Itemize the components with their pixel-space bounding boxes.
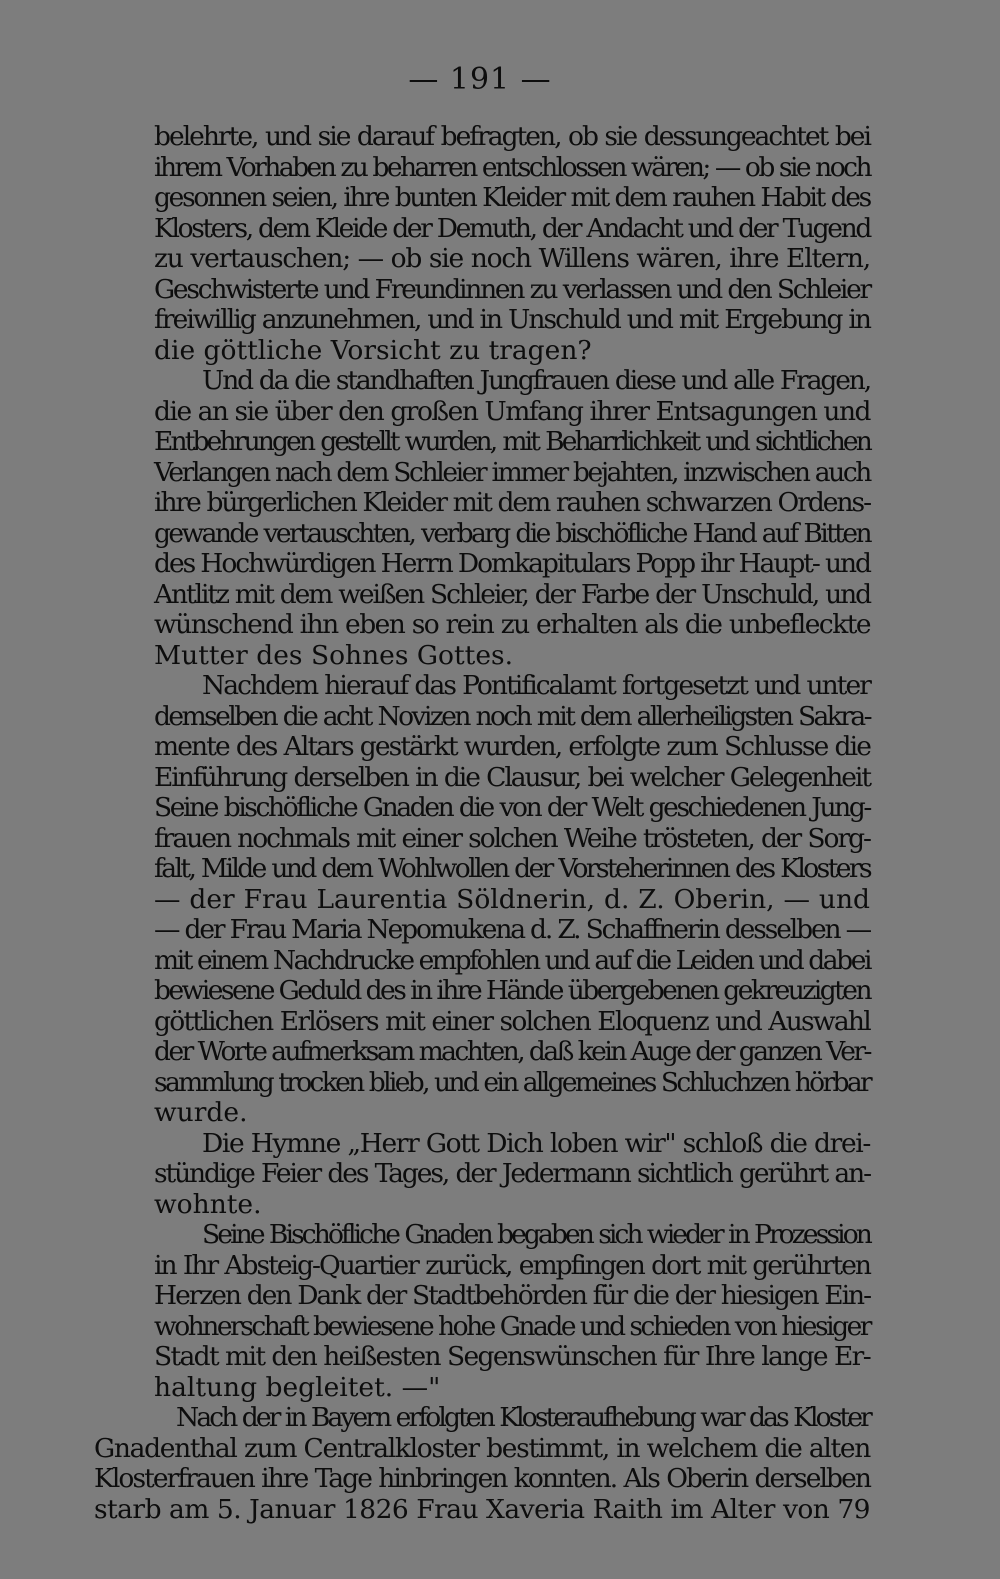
text-line: die göttliche Vorsicht zu tragen? [154, 334, 592, 366]
text-line: Mutter des Sohnes Gottes. [154, 639, 514, 671]
text-line: wohnte. [154, 1188, 262, 1220]
text-line: frauen nochmals mit einer solchen Weihe trösteten, der Sorg- [154, 822, 870, 854]
text-line: Nachdem hierauf das Pontificalamt fortgesetzt und unter [202, 670, 870, 701]
text-line: sammlung trocken blieb, und ein allgemeines Schluchzen hörbar [154, 1066, 870, 1098]
text-line: mente des Altars gestärkt wurden, erfolgte zum Schlusse die [154, 731, 870, 762]
text-line: Und da die standhaften Jungfrauen diese und alle Fragen, [202, 365, 870, 396]
paragraph [94, 122, 870, 366]
text-line: Herzen den Dank der Stadtbehörden für die der hiesigen Ein- [154, 1280, 870, 1311]
text-line: Die Hymne „Herr Gott Dich loben wir" schloß die drei- [202, 1127, 870, 1159]
text-line: Entbehrungen gestellt wurden, mit Beharrlichkeit und sichtlichen [154, 426, 870, 457]
text-line: wünschend ihn eben so rein zu erhalten als die unbefleckte [154, 609, 870, 640]
page-body-text [94, 122, 870, 1525]
text-line: — der Frau Laurentia Söldnerin, d. Z. Oberin, — und [154, 883, 870, 915]
paragraph [94, 1220, 870, 1403]
text-line: bewiesene Geduld des in ihre Hände übergebenen gekreuzigten [154, 975, 870, 1006]
text-line: Verlangen nach dem Schleier immer bejahten, inzwischen auch [154, 456, 870, 488]
text-line: Antlitz mit dem weißen Schleier, der Farbe der Unschuld, und [154, 578, 870, 610]
text-line: des Hochwürdigen Herrn Domkapitulars Popp ihr Haupt- und [154, 548, 870, 579]
text-line: — der Frau Maria Nepomukena d. Z. Schaffnerin desselben — [154, 914, 870, 945]
paragraph [94, 671, 870, 1129]
paragraph [94, 1129, 870, 1221]
text-line: wurde. [154, 1097, 248, 1128]
text-line: die an sie über den großen Umfang ihrer Entsagungen und [154, 395, 870, 427]
text-line: stündige Feier des Tages, der Jedermann sichtlich gerührt an- [154, 1158, 870, 1189]
text-line: Nach der in Bayern erfolgten Klosteraufhebung war das Kloster [176, 1402, 870, 1433]
text-line: belehrte, und sie darauf befragten, ob sie dessungeachtet bei [154, 121, 870, 152]
text-line: wohnerschaft bewiesene hohe Gnade und schieden von hiesiger [154, 1310, 870, 1342]
text-line: Seine Bischöfliche Gnaden begaben sich wieder in Prozession [202, 1219, 870, 1250]
text-line: haltung begleitet. —" [154, 1371, 441, 1403]
text-line: Stadt mit den heißesten Segenswünschen für Ihre lange Er- [154, 1341, 870, 1372]
paragraph [94, 366, 870, 671]
text-line: Einführung derselben in die Clausur, bei welcher Gelegenheit [154, 761, 870, 793]
text-line: Seine bischöfliche Gnaden die von der Welt geschiedenen Jung- [154, 792, 870, 823]
text-line: ihrem Vorhaben zu beharren entschlossen wären; — ob sie noch [154, 151, 870, 183]
text-line: mit einem Nachdrucke empfohlen und auf die Leiden und dabei [154, 944, 870, 976]
text-line: freiwillig anzunehmen, und in Unschuld und mit Ergebung in [154, 304, 870, 335]
text-line: göttlichen Erlösers mit einer solchen Eloquenz und Auswahl [154, 1005, 870, 1037]
text-line: Gnadenthal zum Centralkloster bestimmt, in welchem die alten [94, 1432, 870, 1464]
text-line: Geschwisterte und Freundinnen zu verlassen und den Schleier [154, 273, 870, 305]
text-line: in Ihr Absteig-Quartier zurück, empfingen dort mit gerührten [154, 1249, 870, 1281]
text-line: zu vertauschen; — ob sie noch Willens wären, ihre Eltern, [154, 243, 870, 274]
text-line: Klosterfrauen ihre Tage hinbringen konnten. Als Oberin derselben [94, 1463, 870, 1494]
text-line: starb am 5. Januar 1826 Frau Xaveria Raith im Alter von 79 [94, 1493, 870, 1525]
text-line: gesonnen seien, ihre bunten Kleider mit dem rauhen Habit des [154, 182, 870, 213]
text-line: demselben die acht Novizen noch mit dem allerheiligsten Sakra- [154, 700, 870, 732]
text-line: gewande vertauschten, verbarg die bischöfliche Hand auf Bitten [154, 517, 870, 549]
paragraph [94, 1403, 870, 1525]
text-line: der Worte aufmerksam machten, daß kein Auge der ganzen Ver- [154, 1036, 870, 1067]
text-line: Klosters, dem Kleide der Demuth, der Andacht und der Tugend [154, 212, 870, 244]
page-number: — 191 — [408, 62, 552, 97]
text-line: ihre bürgerlichen Kleider mit dem rauhen schwarzen Ordens- [154, 487, 870, 518]
text-line: falt, Milde und dem Wohlwollen der Vorsteherinnen des Klosters [154, 853, 870, 884]
